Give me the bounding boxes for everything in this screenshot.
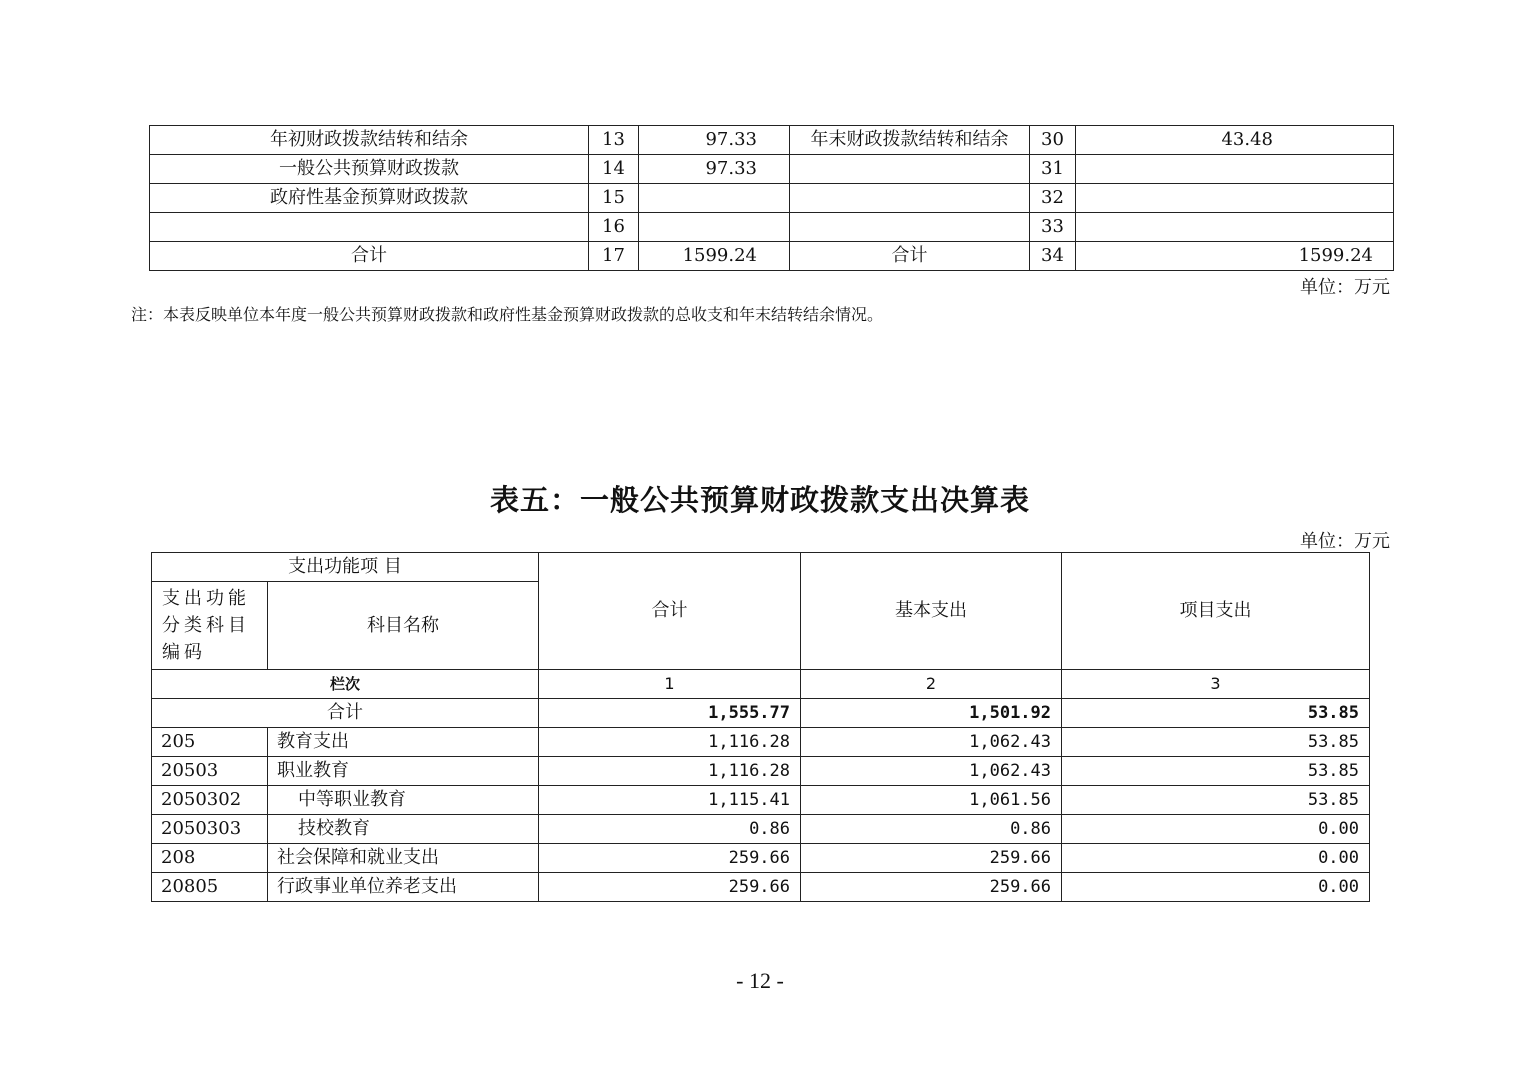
- subject-code: 2050303: [152, 815, 268, 844]
- amount-project: 53.85: [1062, 786, 1370, 815]
- column-index: 2: [801, 670, 1062, 699]
- header-total: 合计: [539, 553, 801, 670]
- amount-project: 0.00: [1062, 844, 1370, 873]
- item-name-2: 年末财政拨款结转和结余: [790, 126, 1030, 155]
- amount-project: 0.00: [1062, 815, 1370, 844]
- table-row: [152, 757, 1370, 786]
- amount-2: 1599.24: [1076, 242, 1394, 271]
- line-number: 13: [589, 126, 639, 155]
- line-number-2: 34: [1030, 242, 1076, 271]
- amount-basic: 0.86: [801, 815, 1062, 844]
- header-group: 支出功能项 目: [152, 553, 539, 582]
- line-number-2: 33: [1030, 213, 1076, 242]
- subject-name: 教育支出: [268, 728, 539, 757]
- item-name-2: [790, 155, 1030, 184]
- table-row: [152, 786, 1370, 815]
- line-number-2: 30: [1030, 126, 1076, 155]
- item-name-2: [790, 213, 1030, 242]
- subject-name: 中等职业教育: [268, 786, 539, 815]
- unit-label: 单位：万元: [1300, 277, 1390, 298]
- amount-total: 1,116.28: [539, 757, 801, 786]
- subject-name: 技校教育: [268, 815, 539, 844]
- amount-2: 43.48: [1076, 126, 1394, 155]
- line-number: 16: [589, 213, 639, 242]
- item-name: 政府性基金预算财政拨款: [150, 184, 589, 213]
- amount-total: 259.66: [539, 844, 801, 873]
- item-name-2: 合计: [790, 242, 1030, 271]
- total-label: 合计: [152, 699, 539, 728]
- table-row: [150, 184, 1394, 213]
- subject-name: 行政事业单位养老支出: [268, 873, 539, 902]
- expenditure-table: [151, 552, 1370, 902]
- amount: 97.33: [639, 155, 790, 184]
- subject-code: 20503: [152, 757, 268, 786]
- header-row: [152, 553, 1370, 582]
- amount: [639, 184, 790, 213]
- column-index-label: 栏次: [152, 670, 539, 699]
- amount-basic: 259.66: [801, 844, 1062, 873]
- table-note: 注：本表反映单位本年度一般公共预算财政拨款和政府性基金预算财政拨款的总收支和年末结转结余情况。: [131, 305, 884, 324]
- header-code: 支出功能分类科目编码: [152, 582, 268, 670]
- total-row: [150, 242, 1394, 271]
- amount-project: 0.00: [1062, 873, 1370, 902]
- line-number-2: 31: [1030, 155, 1076, 184]
- amount-total: 259.66: [539, 873, 801, 902]
- table-row: [150, 126, 1394, 155]
- amount: [639, 213, 790, 242]
- total-project: 53.85: [1062, 699, 1370, 728]
- item-name: 年初财政拨款结转和结余: [150, 126, 589, 155]
- table-row: [150, 213, 1394, 242]
- amount-total: 1,115.41: [539, 786, 801, 815]
- amount: 1599.24: [639, 242, 790, 271]
- amount-project: 53.85: [1062, 728, 1370, 757]
- table-row: [152, 815, 1370, 844]
- line-number: 17: [589, 242, 639, 271]
- subject-code: 2050302: [152, 786, 268, 815]
- amount-total: 0.86: [539, 815, 801, 844]
- subject-name: 社会保障和就业支出: [268, 844, 539, 873]
- total-basic: 1,501.92: [801, 699, 1062, 728]
- table-row: [152, 873, 1370, 902]
- amount-basic: 1,062.43: [801, 728, 1062, 757]
- column-index-row: [152, 670, 1370, 699]
- amount-total: 1,116.28: [539, 728, 801, 757]
- header-name: 科目名称: [268, 582, 539, 670]
- column-index: 1: [539, 670, 801, 699]
- subject-code: 20805: [152, 873, 268, 902]
- page-number: - 12 -: [736, 968, 784, 993]
- header-basic: 基本支出: [801, 553, 1062, 670]
- amount-project: 53.85: [1062, 757, 1370, 786]
- unit-label: 单位：万元: [1300, 531, 1390, 552]
- amount-2: [1076, 184, 1394, 213]
- subject-code: 205: [152, 728, 268, 757]
- line-number: 15: [589, 184, 639, 213]
- total-amount: 1,555.77: [539, 699, 801, 728]
- column-index: 3: [1062, 670, 1370, 699]
- subject-code: 208: [152, 844, 268, 873]
- item-name: [150, 213, 589, 242]
- amount-2: [1076, 155, 1394, 184]
- table-row: [152, 844, 1370, 873]
- subject-name: 职业教育: [268, 757, 539, 786]
- amount-basic: 259.66: [801, 873, 1062, 902]
- page-title: 表五：一般公共预算财政拨款支出决算表: [489, 483, 1030, 517]
- amount-basic: 1,062.43: [801, 757, 1062, 786]
- table-row: [152, 728, 1370, 757]
- amount-2: [1076, 213, 1394, 242]
- total-row: [152, 699, 1370, 728]
- header-project: 项目支出: [1062, 553, 1370, 670]
- carryover-table: [149, 125, 1394, 271]
- item-name-2: [790, 184, 1030, 213]
- item-name: 合计: [150, 242, 589, 271]
- line-number-2: 32: [1030, 184, 1076, 213]
- amount-basic: 1,061.56: [801, 786, 1062, 815]
- item-name: 一般公共预算财政拨款: [150, 155, 589, 184]
- line-number: 14: [589, 155, 639, 184]
- amount: 97.33: [639, 126, 790, 155]
- table-row: [150, 155, 1394, 184]
